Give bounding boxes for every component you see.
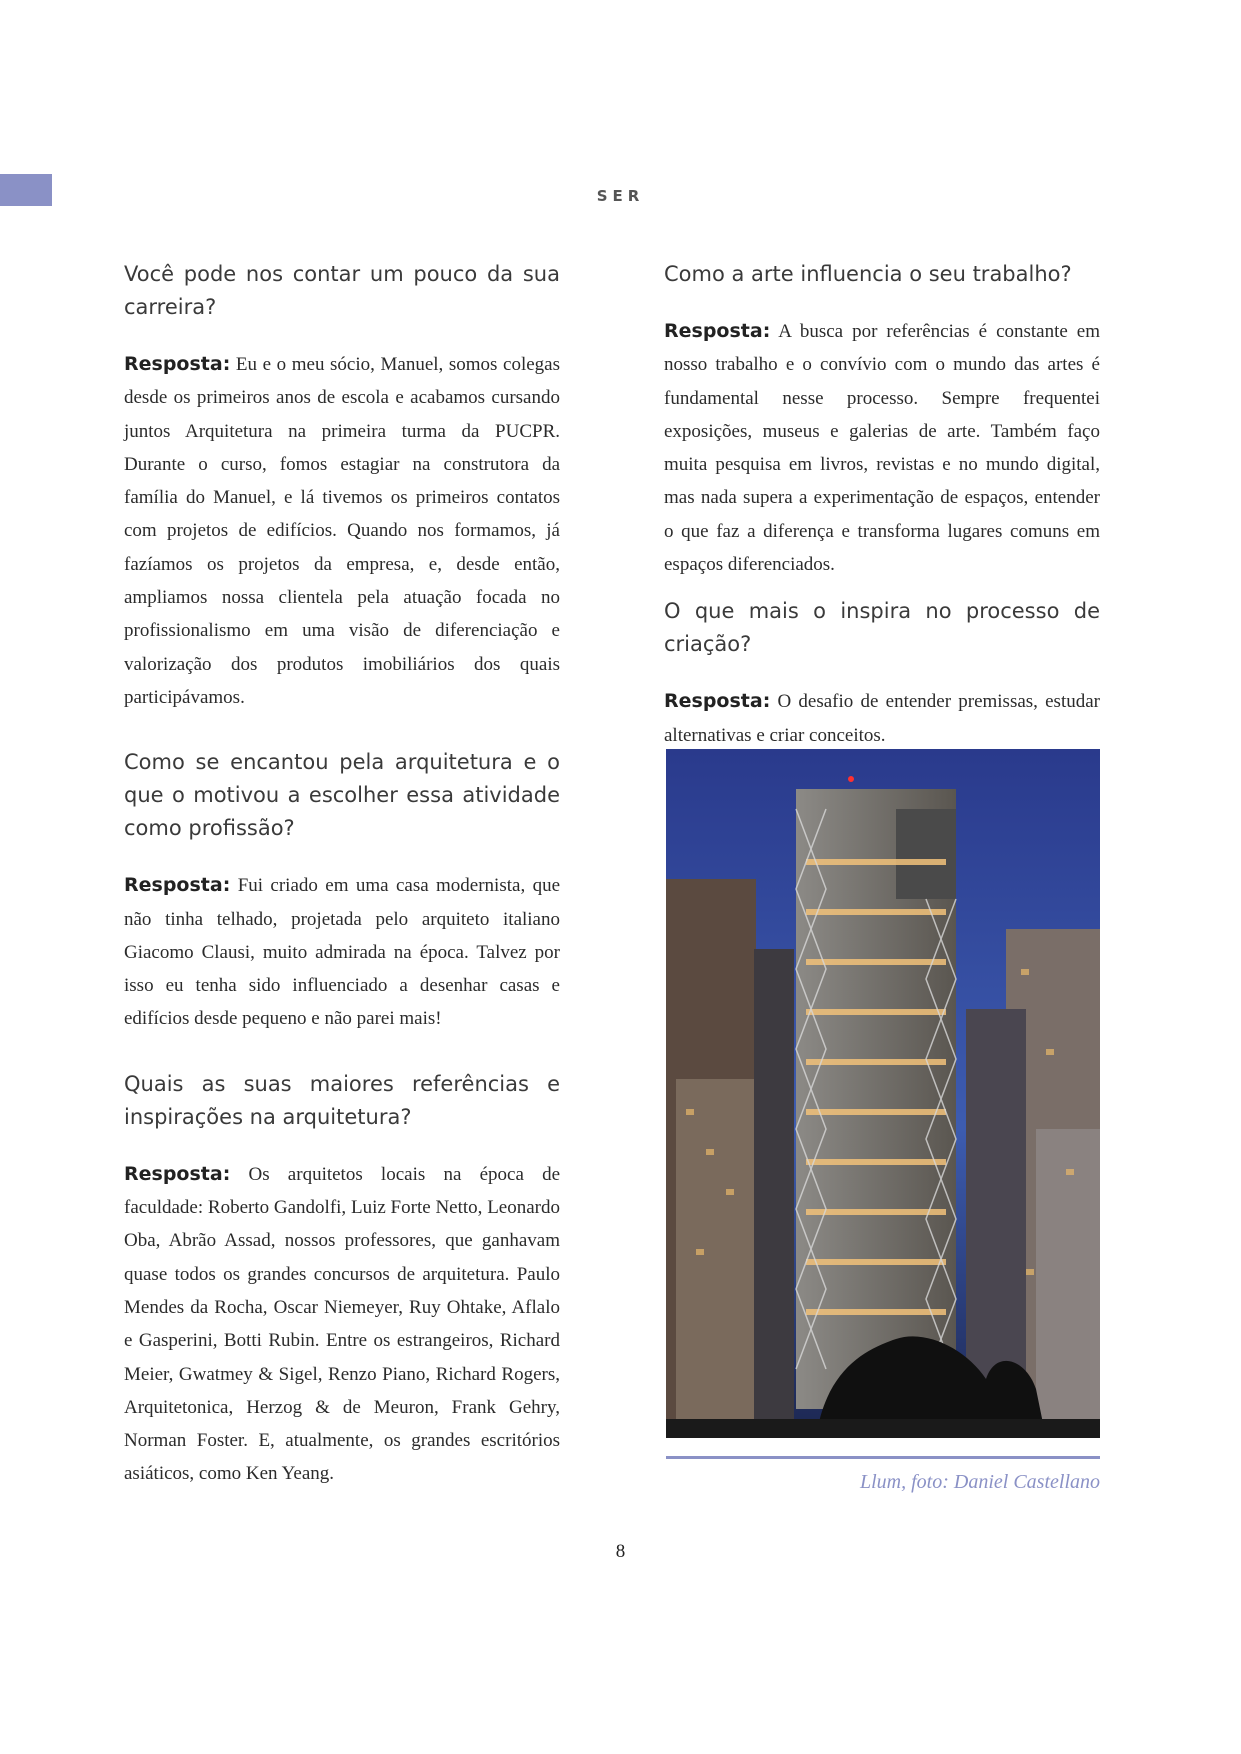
photo-caption: Llum, foto: Daniel Castellano [860,1471,1100,1493]
question-heading: Como se encantou pela arquitetura e o que o motivou a escolher essa atividade como profissão? [124,750,560,841]
answer-paragraph [664,685,1100,752]
answer-text: Os arquitetos locais na época de faculdade: Roberto Gandolfi, Luiz Forte Netto, Leonardo Oba, Abrão Assad, nossos professores, que ganhavam quase todos os grandes concursos de arquitetura. Paulo Mendes da Rocha, Oscar Niemeyer, Ruy Ohtake, Aflalo e Gasperini, Botti Rubin. Entre os estrangeiros, Richard Meier, Gwatmey & Sigel, Renzo Piano, Richard Rogers, Arquitetonica, Herzog & de Meuron, Frank Gehry, Norman Foster. E, atualmente, os grandes escritórios asiáticos, como Ken Yeang. [124,1163,560,1485]
answer-paragraph [124,348,560,714]
answer-label: Resposta: [124,353,231,375]
caption-rule [666,1456,1100,1459]
answer-paragraph [664,315,1100,581]
question-heading: Quais as suas maiores referências e inspirações na arquitetura? [124,1071,560,1129]
question-heading: Como a arte influencia o seu trabalho? [664,262,1072,286]
answer-paragraph [124,869,560,1035]
building-photo [666,749,1100,1438]
answer-text: Fui criado em uma casa modernista, que não tinha telhado, projetada pelo arquiteto italiano Giacomo Clausi, muito admirada na época. Talvez por isso eu tenha sido influenciado a desenhar casas e edifícios desde pequeno e não parei mais! [124,875,561,1030]
answer-label: Resposta: [664,690,771,713]
question-heading: O que mais o inspira no processo de criação? [664,599,1100,657]
answer-text: Eu e o meu sócio, Manuel, somos colegas desde os primeiros anos de escola e acabamos cursando juntos Arquitetura na primeira turma da PUCPR. Durante o curso, fomos estagiar na construtora da família do Manuel, e lá tivemos os primeiros contatos com projetos de edifícios. Quando nos formamos, já fazíamos os projetos da empresa, e, desde então, ampliamos nossa clientela pela atuação focada no profissionalismo em uma visão de diferenciação e valorização dos produtos imobiliários dos quais participávamos. [124,354,561,708]
answer-text: A busca por referências é constante em nosso trabalho e o convívio com o mundo das artes é fundamental nesse processo. Sempre frequentei exposições, museus e galerias de arte. Também faço muita pesquisa em livros, revistas e no mundo digital, mas nada supera a experimentação de espaços, entender o que faz a diferença e transforma lugares comuns em espaços diferenciados. [664,321,1100,576]
section-header: SER [596,187,645,205]
page-number: 8 [615,1541,626,1562]
answer-text: O desafio de entender premissas, estudar alternativas e criar conceitos. [664,691,1100,746]
right-column [664,258,1100,776]
answer-label: Resposta: [664,320,771,342]
answer-label: Resposta: [124,874,231,897]
answer-paragraph [124,1158,560,1491]
question-heading: Você pode nos contar um pouco da sua carreira? [124,262,560,319]
answer-label: Resposta: [124,1162,231,1185]
left-column [124,258,560,1515]
